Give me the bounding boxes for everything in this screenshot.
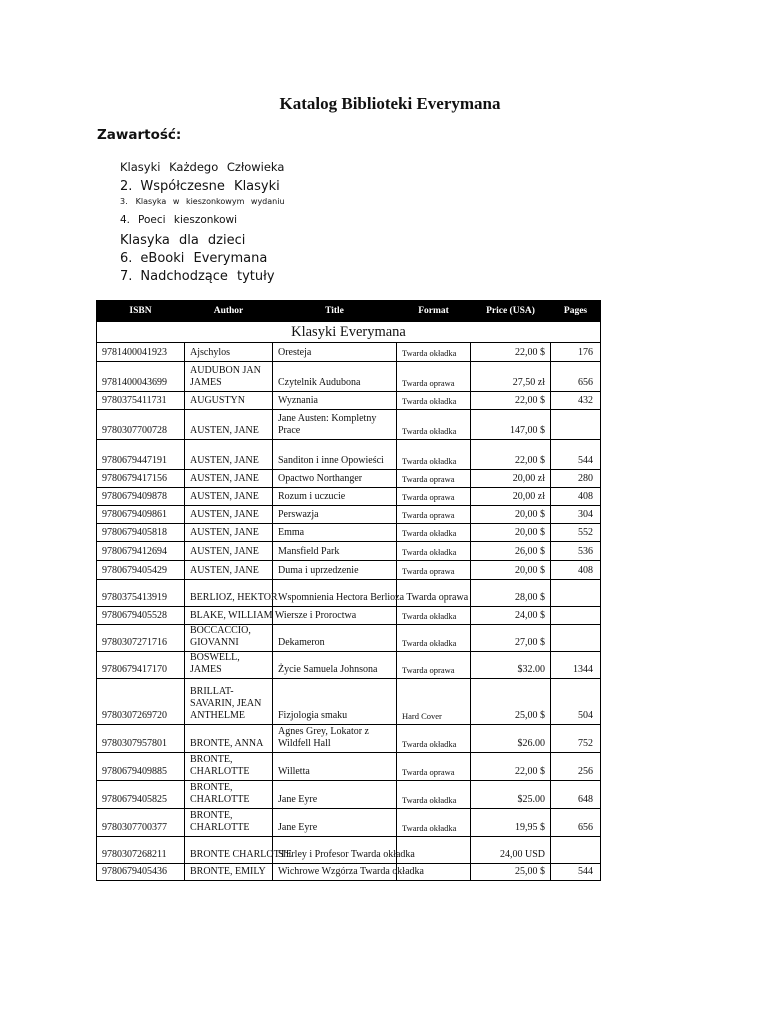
cell-title: Shirley i Profesor Twarda okładka <box>273 837 397 864</box>
cell-author: BOCCACCIO, GIOVANNI <box>185 625 273 652</box>
cell-pages: 552 <box>551 524 601 542</box>
cell-price: 20,00 $ <box>471 524 551 542</box>
cell-author: BRONTE, CHARLOTTE <box>185 753 273 781</box>
cell-price: 147,00 $ <box>471 410 551 440</box>
cell-pages <box>551 837 601 864</box>
cell-author: AUSTEN, JANE <box>185 561 273 580</box>
cell-title: Rozum i uczucie <box>273 488 397 506</box>
table-row <box>97 440 601 470</box>
section-title: Klasyki Everymana <box>97 322 601 343</box>
cell-isbn: 9781400043699 <box>97 362 185 392</box>
cell-format: Twarda okładka <box>397 392 471 410</box>
table-row <box>97 542 601 561</box>
header-format: Format <box>397 301 471 322</box>
cell-author: AUDUBON JAN JAMES <box>185 362 273 392</box>
cell-price: 22,00 $ <box>471 343 551 362</box>
cell-title: Sanditon i inne Opowieści <box>273 440 397 470</box>
cell-price: 27,50 zł <box>471 362 551 392</box>
cell-price: 22,00 $ <box>471 753 551 781</box>
cell-author: AUSTEN, JANE <box>185 506 273 524</box>
cell-format: Twarda oprawa <box>397 753 471 781</box>
cell-author: BLAKE, WILLIAM Wiersze i Proroctwa <box>185 607 273 625</box>
cell-pages: 544 <box>551 440 601 470</box>
cell-pages <box>551 410 601 440</box>
cell-pages: 408 <box>551 561 601 580</box>
table-row <box>97 809 601 837</box>
cell-format: Twarda okładka <box>397 809 471 837</box>
table-row <box>97 470 601 488</box>
cell-isbn: 9780679409861 <box>97 506 185 524</box>
cell-title: Willetta <box>273 753 397 781</box>
cell-pages: 656 <box>551 362 601 392</box>
cell-pages: 656 <box>551 809 601 837</box>
cell-title: Życie Samuela Johnsona <box>273 652 397 679</box>
cell-format: Twarda oprawa <box>397 652 471 679</box>
cell-price: 22,00 $ <box>471 440 551 470</box>
cell-isbn: 9780307268211 <box>97 837 185 864</box>
cell-title: Duma i uprzedzenie <box>273 561 397 580</box>
table-row <box>97 781 601 809</box>
toc-heading: Zawartość: <box>97 127 182 143</box>
cell-price: $32.00 <box>471 652 551 679</box>
cell-title: Emma <box>273 524 397 542</box>
cell-format: Twarda oprawa <box>397 506 471 524</box>
cell-price: 25,00 $ <box>471 679 551 725</box>
cell-format: Twarda okładka <box>397 607 471 625</box>
table-row <box>97 524 601 542</box>
cell-title: Dekameron <box>273 625 397 652</box>
cell-isbn: 9780375413919 <box>97 580 185 607</box>
cell-pages <box>551 580 601 607</box>
table-row <box>97 580 601 607</box>
cell-pages: 504 <box>551 679 601 725</box>
cell-format: Twarda oprawa <box>397 488 471 506</box>
cell-author: AUSTEN, JANE <box>185 488 273 506</box>
cell-format: Twarda okładka <box>397 625 471 652</box>
cell-isbn: 9780679405818 <box>97 524 185 542</box>
toc-item-number: 4. <box>120 214 131 226</box>
cell-price: 20,00 $ <box>471 506 551 524</box>
catalog-table-container <box>96 300 600 881</box>
cell-price: 22,00 $ <box>471 392 551 410</box>
cell-title: Fizjologia smaku <box>273 679 397 725</box>
table-row <box>97 392 601 410</box>
toc-item-label: Poeci kieszonkowi <box>138 214 238 226</box>
cell-price: $25.00 <box>471 781 551 809</box>
cell-pages: 544 <box>551 864 601 881</box>
cell-isbn: 9780307700728 <box>97 410 185 440</box>
header-pages: Pages <box>551 301 601 322</box>
cell-format: Twarda oprawa <box>397 470 471 488</box>
cell-pages: 1344 <box>551 652 601 679</box>
cell-isbn: 9780307271716 <box>97 625 185 652</box>
section-row <box>97 322 601 343</box>
cell-author: AUSTEN, JANE <box>185 410 273 440</box>
cell-pages: 648 <box>551 781 601 809</box>
table-row <box>97 725 601 753</box>
cell-pages: 304 <box>551 506 601 524</box>
cell-isbn: 9780679405429 <box>97 561 185 580</box>
cell-isbn: 9780679412694 <box>97 542 185 561</box>
cell-author: BRONTE CHARLOTTE <box>185 837 273 864</box>
toc-item-label: eBooki Everymana <box>140 251 268 266</box>
toc-item <box>120 179 280 194</box>
cell-author: AUSTEN, JANE <box>185 470 273 488</box>
cell-isbn: 9780679417156 <box>97 470 185 488</box>
header-price: Price (USA) <box>471 301 551 322</box>
toc-item-number: 6. <box>120 251 133 266</box>
cell-format: Twarda okładka <box>397 440 471 470</box>
cell-pages: 432 <box>551 392 601 410</box>
cell-title: Opactwo Northanger <box>273 470 397 488</box>
toc-item-number: 2. <box>120 179 133 194</box>
cell-isbn: 9780679447191 <box>97 440 185 470</box>
cell-pages <box>551 625 601 652</box>
toc-item-label: Klasyka w kieszonkowym wydaniu <box>135 197 285 206</box>
cell-format: Twarda okładka <box>397 725 471 753</box>
cell-title: Perswazja <box>273 506 397 524</box>
header-author: Author <box>185 301 273 322</box>
cell-isbn: 9780307700377 <box>97 809 185 837</box>
cell-price: $26.00 <box>471 725 551 753</box>
toc-item-label: Klasyki Każdego Człowieka <box>120 160 285 174</box>
cell-title: Jane Eyre <box>273 809 397 837</box>
cell-format: Twarda oprawa <box>397 561 471 580</box>
cell-title: Wichrowe Wzgórza Twarda okładka <box>273 864 397 881</box>
cell-title: Jane Eyre <box>273 781 397 809</box>
page-title: Katalog Biblioteki Everymana <box>279 94 501 113</box>
toc-item <box>120 197 285 206</box>
cell-price: 20,00 zł <box>471 470 551 488</box>
toc-item-label: Współczesne Klasyki <box>140 179 280 194</box>
table-row <box>97 864 601 881</box>
cell-format: Hard Cover <box>397 679 471 725</box>
cell-title: Mansfield Park <box>273 542 397 561</box>
header-title: Title <box>273 301 397 322</box>
cell-format: Twarda okładka <box>397 542 471 561</box>
cell-author: AUGUSTYN <box>185 392 273 410</box>
cell-title: Wyznania <box>273 392 397 410</box>
toc-item <box>120 160 284 174</box>
cell-author: BRILLAT-SAVARIN, JEAN ANTHELME <box>185 679 273 725</box>
cell-price: 24,00 $ <box>471 607 551 625</box>
cell-author: BOSWELL, JAMES <box>185 652 273 679</box>
cell-pages: 256 <box>551 753 601 781</box>
cell-isbn: 9780307957801 <box>97 725 185 753</box>
table-row <box>97 343 601 362</box>
table-row <box>97 607 601 625</box>
toc-item <box>120 269 275 284</box>
toc-item-number: 3. <box>120 197 128 206</box>
table-row <box>97 652 601 679</box>
toc-item-label: Klasyka dla dzieci <box>120 233 246 248</box>
header-isbn: ISBN <box>97 301 185 322</box>
cell-format: Twarda okładka <box>397 781 471 809</box>
cell-author: BRONTE, ANNA <box>185 725 273 753</box>
cell-price: 27,00 $ <box>471 625 551 652</box>
cell-isbn: 9780375411731 <box>97 392 185 410</box>
cell-price: 26,00 $ <box>471 542 551 561</box>
cell-format: Twarda okładka <box>397 343 471 362</box>
cell-format: Twarda oprawa <box>397 362 471 392</box>
cell-isbn: 9780679405528 <box>97 607 185 625</box>
cell-title: Jane Austen: Kompletny Prace <box>273 410 397 440</box>
cell-isbn: 9780679405436 <box>97 864 185 881</box>
toc-item <box>120 251 267 266</box>
table-row <box>97 410 601 440</box>
cell-author: AUSTEN, JANE <box>185 542 273 561</box>
cell-isbn: 9780679409878 <box>97 488 185 506</box>
toc-item <box>120 214 237 226</box>
cell-pages: 752 <box>551 725 601 753</box>
table-row <box>97 625 601 652</box>
cell-author: AUSTEN, JANE <box>185 524 273 542</box>
cell-title: Agnes Grey, Lokator z Wildfell Hall <box>273 725 397 753</box>
cell-pages: 408 <box>551 488 601 506</box>
table-row <box>97 506 601 524</box>
cell-isbn: 9781400041923 <box>97 343 185 362</box>
cell-title: Wspomnienia Hectora Berlioza Twarda oprawa <box>273 580 397 607</box>
cell-title: Oresteja <box>273 343 397 362</box>
cell-author: BERLIOZ, HEKTOR <box>185 580 273 607</box>
cell-pages: 536 <box>551 542 601 561</box>
cell-price: 20,00 $ <box>471 561 551 580</box>
cell-price: 25,00 $ <box>471 864 551 881</box>
cell-price: 19,95 $ <box>471 809 551 837</box>
cell-title: Czytelnik Audubona <box>273 362 397 392</box>
cell-author: Ajschylos <box>185 343 273 362</box>
cell-isbn: 9780307269720 <box>97 679 185 725</box>
table-row <box>97 362 601 392</box>
toc-item <box>120 233 245 248</box>
catalog-table <box>96 300 601 881</box>
cell-format: Twarda okładka <box>397 524 471 542</box>
table-row <box>97 837 601 864</box>
toc-item-label: Nadchodzące tytuły <box>140 269 275 284</box>
cell-author: BRONTE, CHARLOTTE <box>185 809 273 837</box>
cell-price: 28,00 $ <box>471 580 551 607</box>
cell-pages: 176 <box>551 343 601 362</box>
cell-author: BRONTE, CHARLOTTE <box>185 781 273 809</box>
table-row <box>97 753 601 781</box>
cell-isbn: 9780679409885 <box>97 753 185 781</box>
cell-price: 20,00 zł <box>471 488 551 506</box>
cell-author: BRONTE, EMILY <box>185 864 273 881</box>
cell-format: Twarda okładka <box>397 410 471 440</box>
table-row <box>97 561 601 580</box>
table-row <box>97 488 601 506</box>
table-row <box>97 679 601 725</box>
table-header-row <box>97 301 601 322</box>
toc-item-number: 7. <box>120 269 133 284</box>
cell-isbn: 9780679405825 <box>97 781 185 809</box>
cell-price: 24,00 USD <box>471 837 551 864</box>
cell-pages <box>551 607 601 625</box>
cell-isbn: 9780679417170 <box>97 652 185 679</box>
cell-author: AUSTEN, JANE <box>185 440 273 470</box>
cell-pages: 280 <box>551 470 601 488</box>
